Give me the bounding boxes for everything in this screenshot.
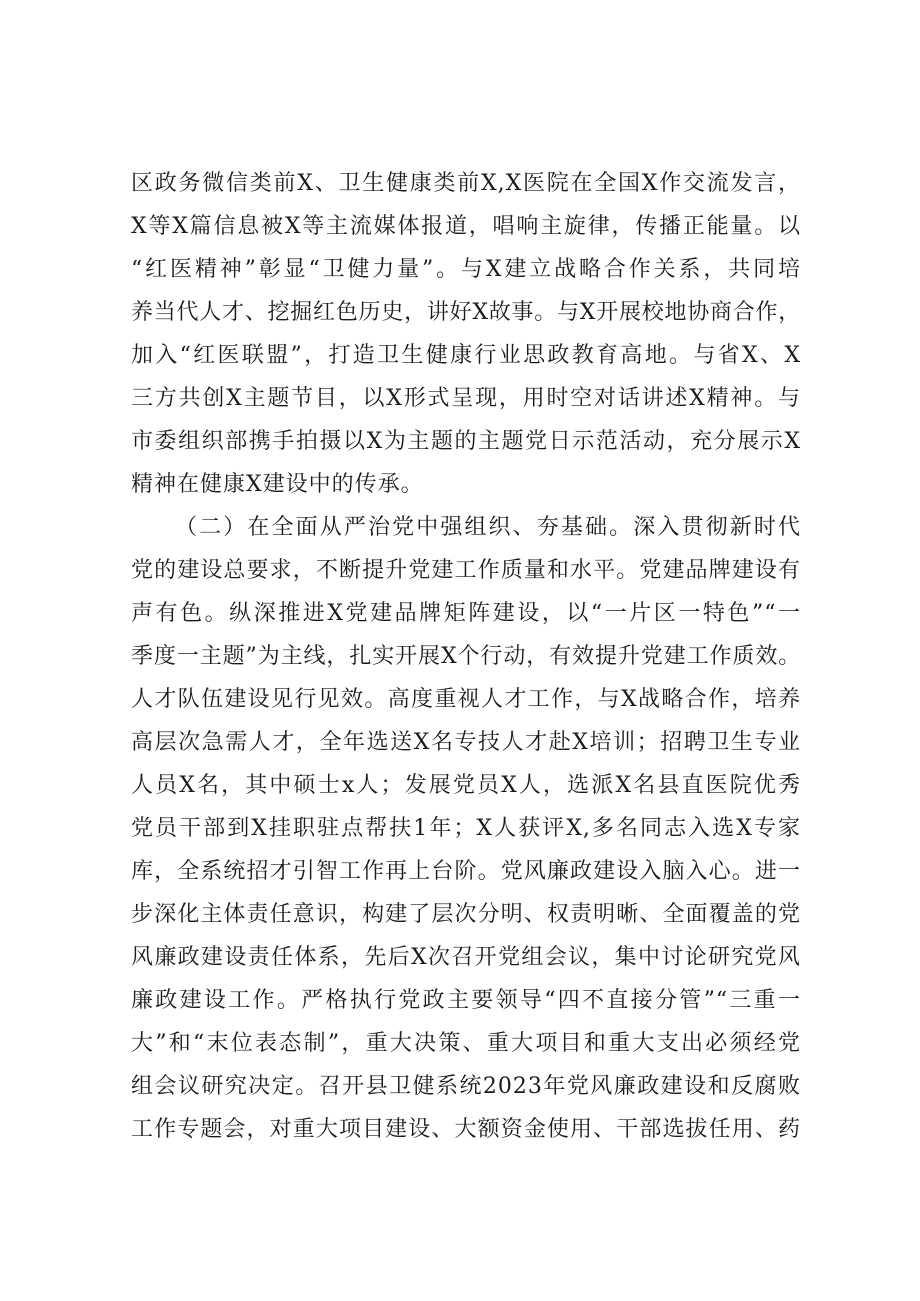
paragraph-line: 精神在健康X建设中的传承。 (131, 472, 424, 497)
paragraph-line: 区政务微信类前X、卫生健康类前X,X医院在全国X作交流发言， (131, 171, 801, 196)
paragraph-line: 高层次急需人才，全年选送X名专技人才赴X培训；招聘卫生专业 (131, 730, 801, 755)
paragraph-line: 养当代人才、挖掘红色历史，讲好X故事。与X开展校地协商合作， (131, 300, 801, 325)
paragraph-line: 党的建设总要求，不断提升党建工作质量和水平。党建品牌建设有 (131, 558, 801, 583)
paragraph-line: 三方共创X主题节目，以X形式呈现，用时空对话讲述X精神。与 (131, 386, 801, 411)
paragraph-line: 市委组织部携手拍摄以X为主题的主题党日示范活动，充分展示X (131, 429, 801, 454)
paragraph-line: 党员干部到X挂职驻点帮扶1年；X人获评X,多名同志入选X专家 (131, 816, 801, 841)
paragraph-line: 工作专题会，对重大项目建设、大额资金使用、干部选拔任用、药 (131, 1117, 801, 1142)
paragraph-line: 廉政建设工作。严格执行党政主要领导“四不直接分管”“三重一 (131, 988, 801, 1013)
paragraph-line: 季度一主题”为主线，扎实开展X个行动，有效提升党建工作质效。 (131, 644, 801, 669)
paragraph-line: 步深化主体责任意识，构建了层次分明、权责明晰、全面覆盖的党 (131, 902, 801, 927)
paragraph-line: 组会议研究决定。召开县卫健系统2023年党风廉政建设和反腐败 (131, 1074, 801, 1099)
paragraph-line: 加入“红医联盟”，打造卫生健康行业思政教育高地。与省X、X (131, 343, 801, 368)
paragraph-line: 大”和“末位表态制”，重大决策、重大项目和重大支出必须经党 (131, 1031, 801, 1056)
paragraph-line: 声有色。纵深推进X党建品牌矩阵建设，以“一片区一特色”“一 (131, 601, 801, 626)
paragraph-line: 库，全系统招才引智工作再上台阶。党风廉政建设入脑入心。进一 (131, 859, 801, 884)
paragraph-line: “红医精神”彰显“卫健力量”。与X建立战略合作关系，共同培 (131, 257, 801, 282)
paragraph-line: 风廉政建设责任体系，先后X次召开党组会议，集中讨论研究党风 (131, 945, 801, 970)
paragraph-line: X等X篇信息被X等主流媒体报道，唱响主旋律，传播正能量。以 (131, 214, 801, 239)
paragraph-line: 人才队伍建设见行见效。高度重视人才工作，与X战略合作，培养 (131, 687, 801, 712)
section-heading-line: （二）在全面从严治党中强组织、夯基础。深入贯彻新时代 (175, 515, 801, 540)
paragraph-line: 人员X名，其中硕士x人；发展党员X人，选派X名县直医院优秀 (131, 773, 801, 798)
